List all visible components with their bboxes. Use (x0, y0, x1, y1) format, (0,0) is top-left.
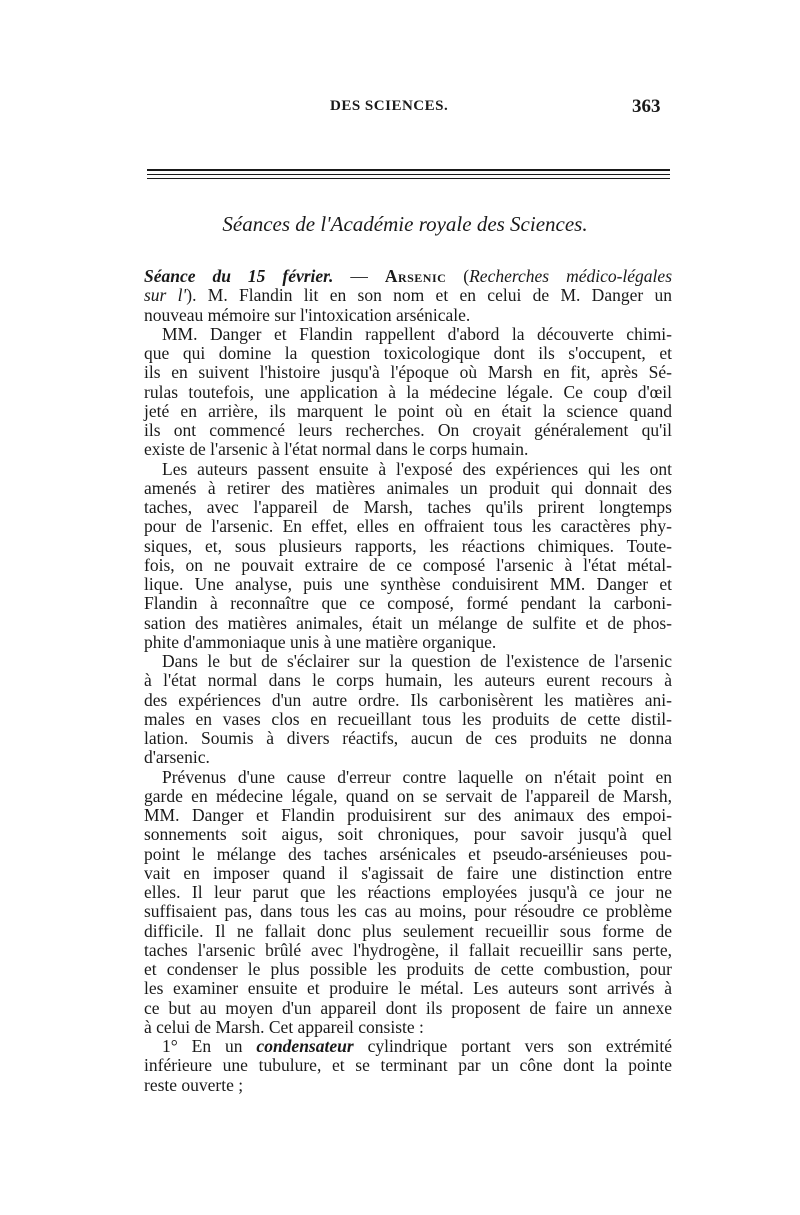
text-line: Flandin à reconnaître que ce composé, formé pendant la carboni- (144, 593, 672, 614)
decorative-rule-bottom (147, 178, 670, 179)
decorative-rule-top (147, 169, 670, 171)
text-line: Dans le but de s'éclairer sur la question de l'existence de l'arsenic (162, 651, 672, 671)
paren-open: ( (446, 266, 470, 286)
text-line: ils en suivent l'histoire jusqu'à l'époque où Marsh en fit, après Sé- (144, 362, 672, 383)
page-number: 363 (632, 96, 661, 117)
text-line (144, 286, 672, 305)
text-line: d'arsenic. (144, 747, 210, 768)
seance-dash: — (333, 266, 385, 286)
text-line: Prévenus d'une cause d'erreur contre laquelle on n'était point en (162, 766, 672, 787)
text-line: les examiner ensuite et produire le métal. Les auteurs sont arrivés à (144, 978, 672, 999)
seance-topic-cont: sur l' (144, 285, 187, 306)
text-line: siques, et, sous plusieurs rapports, les réactions chimiques. Toute- (144, 535, 672, 556)
text-line: suffisaient pas, dans tous les cas au moins, pour résoudre ce problème (144, 901, 672, 922)
line-text: M. Flandin lit en son nom et en celui de M. Danger un (196, 285, 672, 306)
text-line: phite d'ammoniaque unis à une matière organique. (144, 631, 497, 652)
text-line: jeté en arrière, ils marquent le point où en était la science quand (144, 400, 672, 421)
text-line: difficile. Il ne fallait donc plus seulement recueillir sous forme de (144, 920, 672, 941)
paren-close: ). (186, 285, 197, 306)
text-line: taches, avec l'appareil de Marsh, taches qu'ils prirent longtemps (144, 497, 672, 517)
text-line: taches l'arsenic brûlé avec l'hydrogène, il fallait recueillir sans perte, (144, 939, 672, 960)
line-text: cylindrique portant vers son extrémité (353, 1036, 672, 1056)
text-line: ce but au moyen d'un appareil dont ils proposent de faire un annexe (144, 997, 672, 1018)
text-line: vait en imposer quand il s'agissait de faire une distinction entre (144, 862, 672, 883)
text-line: garde en médecine légale, quand on se servait de l'appareil de Marsh, (144, 785, 672, 806)
text-line: et condenser le plus possible les produits de cette combustion, pour (144, 959, 672, 979)
text-line: elles. Il leur parut que les réactions employées jusqu'à ce jour ne (144, 882, 672, 902)
text-line: existe de l'arsenic à l'état normal dans le corps humain. (144, 439, 529, 460)
seance-date: Séance du 15 février. (144, 266, 334, 286)
text-line: des expériences d'un autre ordre. Ils carbonisèrent les matières ani- (144, 689, 672, 710)
text-line: Les auteurs passent ensuite à l'exposé des expériences qui les ont (162, 458, 672, 479)
text-line: fois, on ne pouvait extraire de ce composé l'arsenic à l'état métal- (144, 554, 672, 575)
running-head: DES SCIENCES. (330, 98, 449, 114)
text-line: males en vases clos en recueillant tous les produits de cette distil- (144, 708, 672, 729)
text-line: pour de l'arsenic. En effet, elles en offraient tous les caractères phy- (144, 516, 672, 537)
line-text: 1° En un (162, 1036, 257, 1056)
text-line: lique. Une analyse, puis une synthèse conduisirent MM. Danger et (144, 574, 672, 594)
body-text (144, 267, 672, 1095)
text-line: MM. Danger et Flandin rappellent d'abord la découverte chimi- (162, 323, 672, 344)
text-line: sation des matières animales, était un mélange de sulfite et de phos- (144, 612, 672, 633)
seance-subject: Arsenic (384, 266, 447, 286)
text-line: sonnements soit aigus, soit chroniques, pour savoir jusqu'à quel (144, 824, 672, 845)
text-line: amenés à retirer des matières animales un produit qui donnait des (144, 477, 672, 498)
text-line: lation. Soumis à divers réactifs, aucun de ces produits ne donna (144, 728, 672, 748)
text-line: MM. Danger et Flandin produisirent sur des animaux des empoi- (144, 805, 672, 825)
seance-topic: Recherches médico-légales (469, 266, 672, 286)
text-line: inférieure une tubulure, et se terminant par un cône dont la pointe (144, 1055, 672, 1076)
text-line: nouveau mémoire sur l'intoxication arsénicale. (144, 304, 471, 325)
condensateur-term: condensateur (256, 1036, 354, 1056)
text-line (144, 267, 672, 286)
section-title: Séances de l'Académie royale des Sciences. (222, 212, 588, 236)
text-line: que qui domine la question toxicologique dont ils s'occupent, et (144, 343, 672, 363)
text-line: reste ouverte ; (144, 1074, 244, 1095)
decorative-rule-middle (147, 174, 670, 175)
text-line (144, 1037, 672, 1056)
text-line: ils ont commencé leurs recherches. On croyait généralement qu'il (144, 420, 672, 440)
text-line: à l'état normal dans le corps humain, les auteurs eurent recours à (144, 670, 672, 691)
text-line: point le mélange des taches arsénicales et pseudo-arsénieuses pou- (144, 843, 672, 864)
text-line: à celui de Marsh. Cet appareil consiste : (144, 1016, 424, 1037)
text-line: rulas toutefois, une application à la médecine légale. Ce coup d'œil (144, 381, 672, 402)
